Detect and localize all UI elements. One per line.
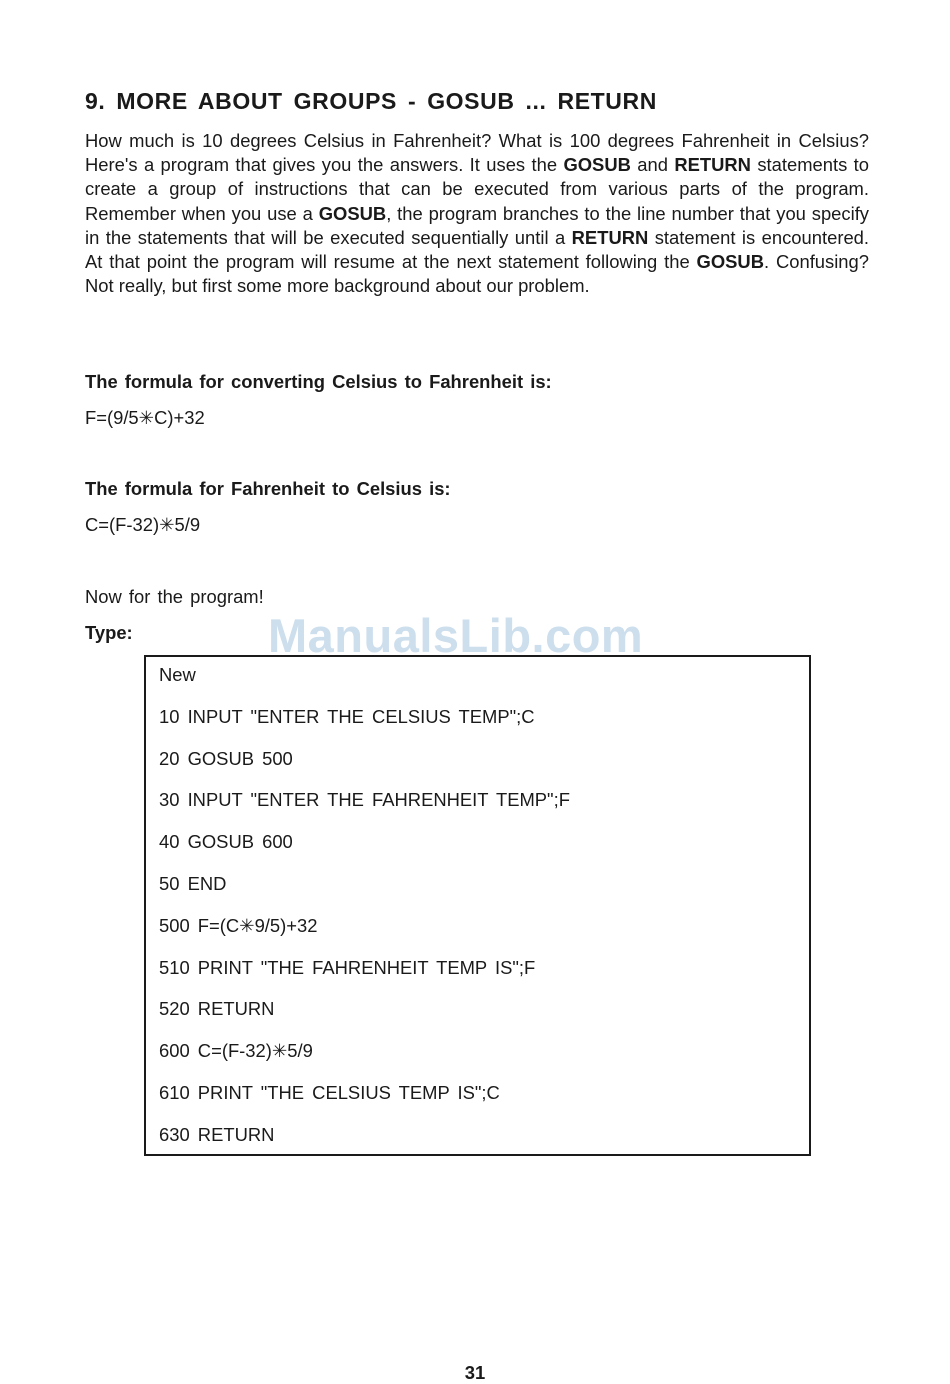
intro-text: and — [630, 154, 675, 176]
keyword: RETURN — [674, 154, 751, 176]
keyword: GOSUB — [696, 251, 764, 273]
fahrenheit-to-celsius-formula: C=(F-32)✳5/9 — [85, 514, 201, 535]
intro-text: statement is encountered. At that point the program will resume at the next statement following the — [85, 226, 870, 273]
intro-text: . Confusing? Not really, but first some more background about our problem. — [85, 251, 869, 297]
program-line: 600 C=(F-32)✳5/9 — [159, 1040, 313, 1062]
section-heading: 9. MORE ABOUT GROUPS - GOSUB ... RETURN — [85, 88, 657, 114]
celsius-to-fahrenheit-formula: F=(9/5✳C)+32 — [85, 407, 205, 428]
intro-paragraph — [85, 129, 869, 298]
program-line: 30 INPUT "ENTER THE FAHRENHEIT TEMP";F — [159, 789, 570, 811]
program-line: 500 F=(C✳9/5)+32 — [159, 914, 318, 936]
program-line: 520 RETURN — [159, 998, 275, 1020]
program-line: 630 RETURN — [159, 1123, 275, 1145]
page-number: 31 — [464, 1362, 486, 1383]
fahrenheit-to-celsius-label: The formula for Fahrenheit to Celsius is: — [85, 478, 451, 499]
program-line: 510 PRINT "THE FAHRENHEIT TEMP IS";F — [159, 956, 536, 978]
program-line: 10 INPUT "ENTER THE CELSIUS TEMP";C — [159, 705, 535, 727]
type-label: Type: — [85, 622, 133, 643]
keyword: GOSUB — [318, 202, 387, 224]
keyword: RETURN — [571, 226, 649, 248]
program-line: 40 GOSUB 600 — [159, 831, 293, 853]
intro-text: statements to create a group of instructions that can be executed from various parts of the program. Remember when you use a — [85, 154, 869, 224]
intro-text: , the program branches to the line number that you specify in the statements that will be executed sequentially until a — [85, 202, 870, 248]
keyword: GOSUB — [563, 154, 631, 176]
program-line: 610 PRINT "THE CELSIUS TEMP IS";C — [159, 1082, 500, 1103]
manualslib-watermark: ManualsLib.com — [268, 609, 644, 662]
program-line: 50 END — [159, 873, 227, 894]
program-line: 20 GOSUB 500 — [159, 747, 293, 769]
now-for-program-text: Now for the program! — [85, 586, 264, 607]
celsius-to-fahrenheit-label: The formula for converting Celsius to Fahrenheit is: — [85, 371, 552, 392]
intro-text: How much is 10 degrees Celsius in Fahrenheit? What is 100 degrees Fahrenheit in Celsius? Here's a program that gives you the answers. It uses the — [85, 130, 869, 176]
program-line: New — [159, 664, 196, 685]
program-listing-box — [144, 655, 811, 1156]
